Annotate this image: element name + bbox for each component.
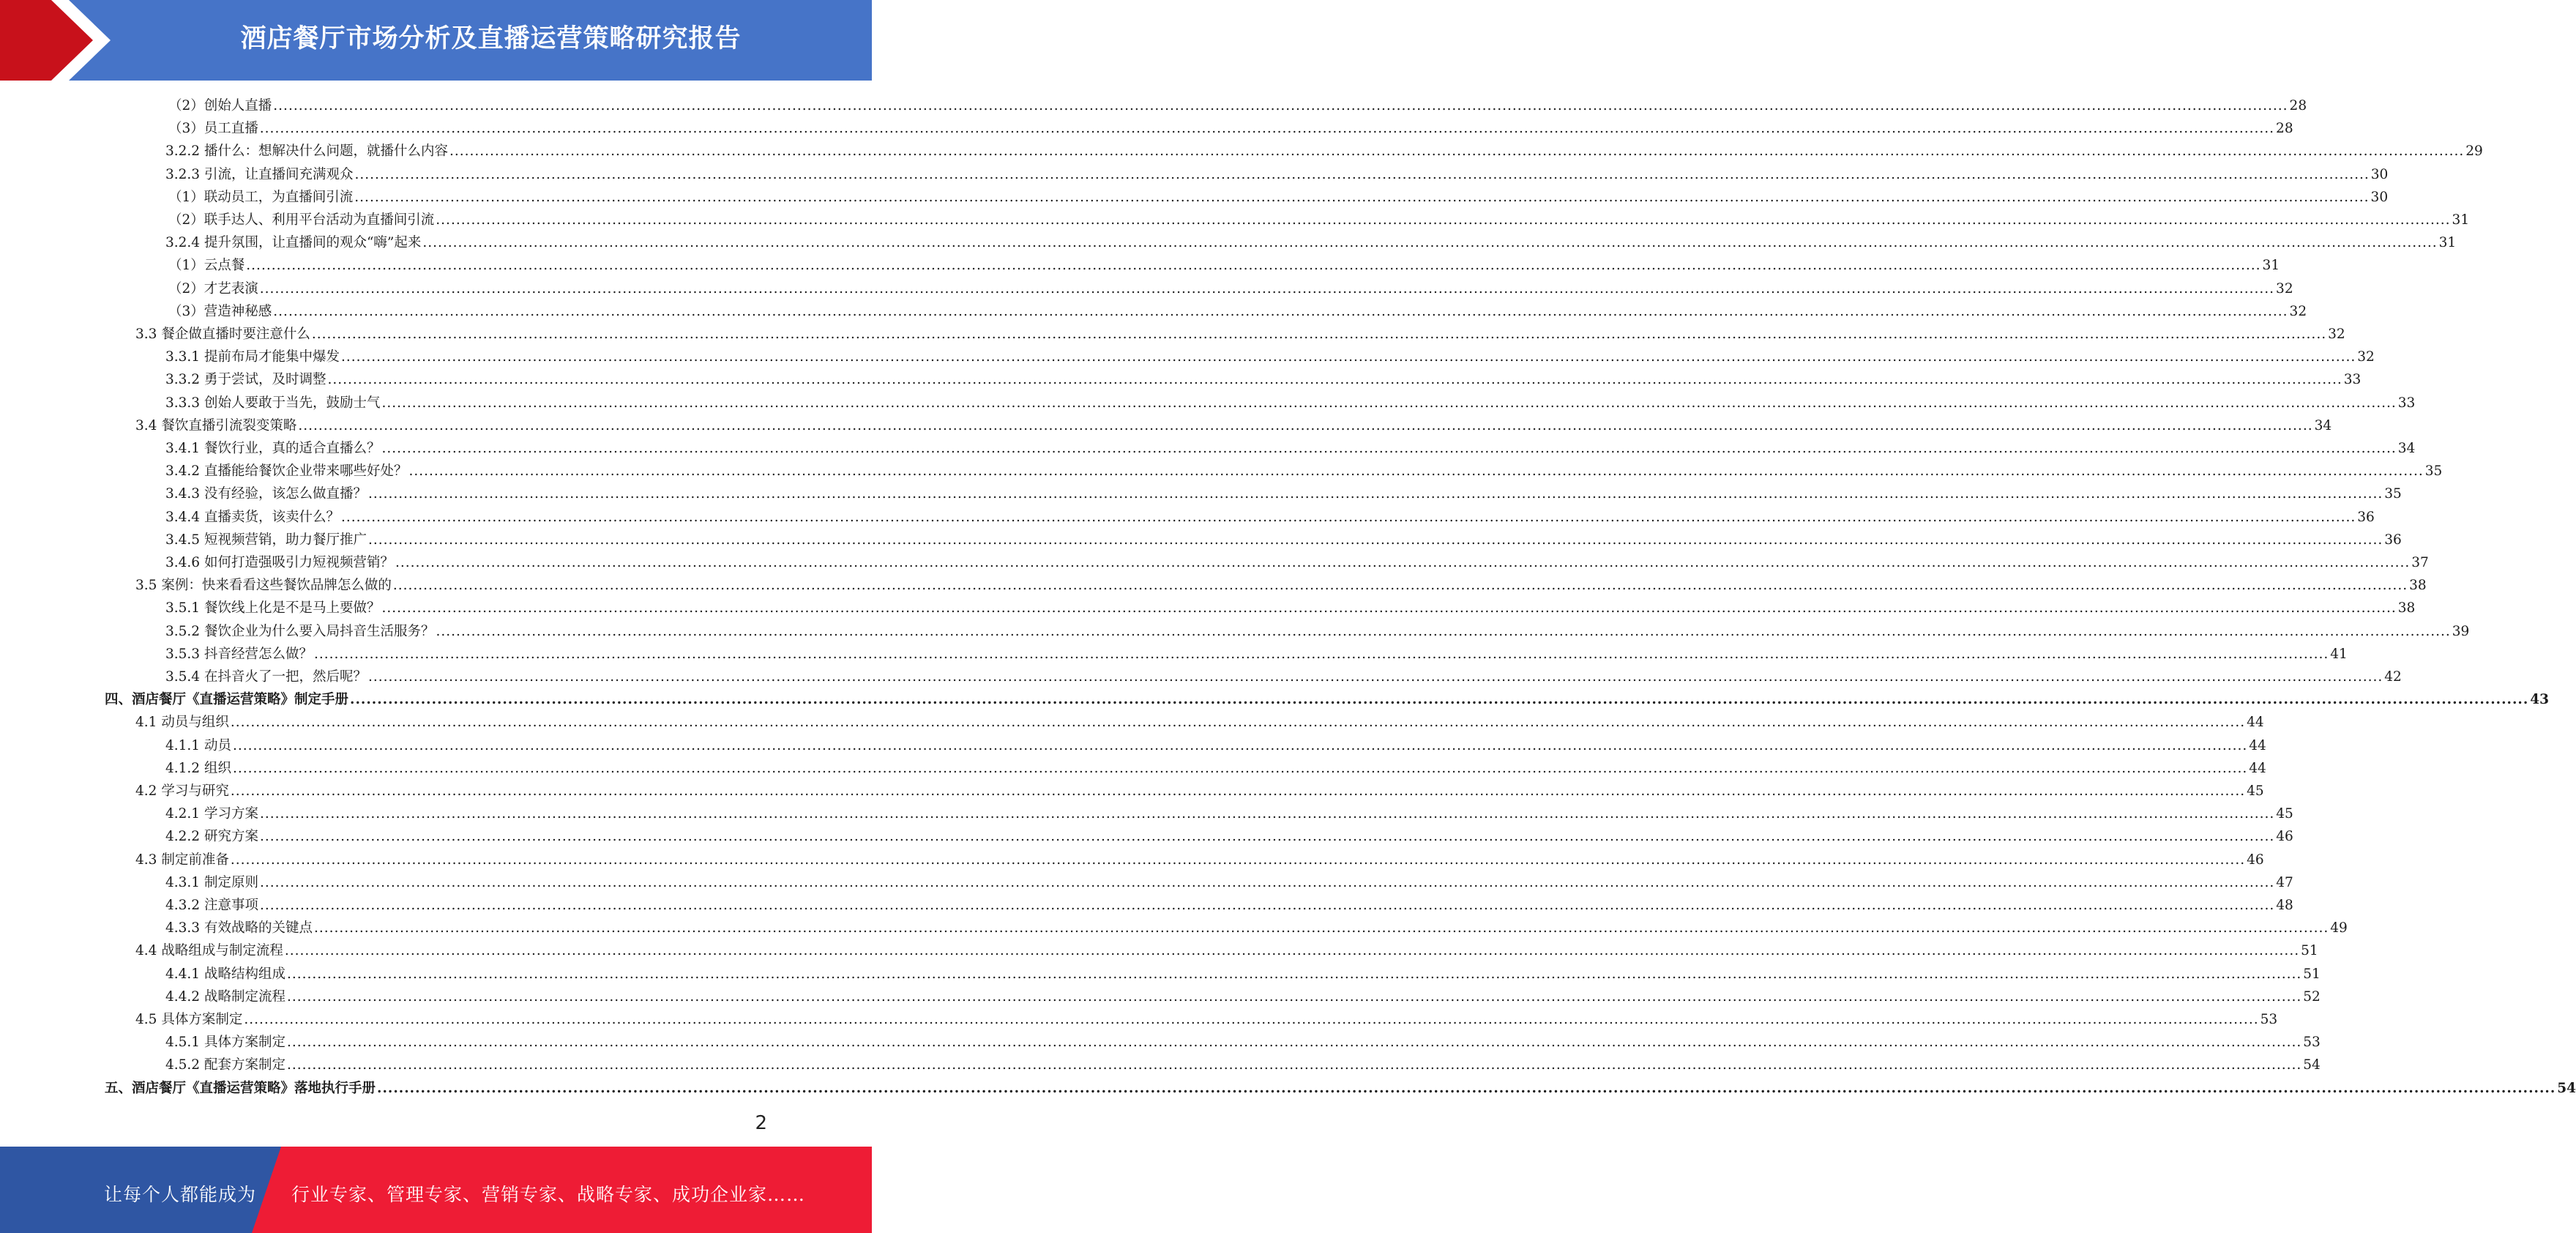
toc-entry[interactable] — [168, 252, 2280, 275]
toc-entry-page: 38 — [2409, 578, 2427, 594]
toc-entry-title: 餐饮线上化是不是马上要做？ — [204, 600, 381, 616]
toc-leader-dots: ................................................................................................................................................................................................................................................................................................................................................................................................................ — [273, 303, 2288, 319]
toc-entry[interactable] — [135, 846, 2264, 869]
toc-entry[interactable] — [168, 92, 2307, 115]
toc-entry-title: 短视频营销，助力餐厅推广 — [204, 532, 367, 548]
toc-entry[interactable] — [165, 869, 2293, 892]
toc-entry-number: 4.4.2 — [165, 988, 201, 1005]
toc-entry-number: （3） — [168, 121, 204, 137]
toc-leader-dots: ................................................................................................................................................................................................................................................................................................................................................................................................................ — [259, 806, 2275, 822]
toc-entry[interactable] — [165, 504, 2375, 526]
toc-entry-number: 3.3.1 — [165, 349, 201, 365]
toc-entry-number: 3.2.2 — [165, 144, 201, 160]
toc-entry-page: 54 — [2557, 1080, 2576, 1096]
toc-entry-title: 餐饮行业，真的适合直播么？ — [204, 441, 381, 456]
toc-entry-number: 3.5.3 — [165, 646, 201, 662]
toc-entry-title: 联动员工，为直播间引流 — [204, 189, 354, 205]
toc-leader-dots: ................................................................................................................................................................................................................................................................................................................................................................................................................ — [422, 235, 2438, 251]
toc-entry-page: 52 — [2303, 988, 2321, 1005]
toc-entry-number: 4.1.1 — [165, 737, 201, 753]
toc-entry-title: 播什么：想解决什么问题，就播什么内容 — [204, 144, 448, 160]
toc-entry-number: 3.5.1 — [165, 600, 201, 616]
toc-entry-title: 直播卖货，该卖什么？ — [204, 509, 340, 525]
toc-entry-page: 44 — [2249, 737, 2266, 753]
toc-entry-number: 4.3.3 — [165, 920, 201, 936]
toc-entry-page: 54 — [2303, 1057, 2321, 1073]
toc-entry-page: 37 — [2411, 555, 2429, 570]
toc-entry-number: （2） — [168, 280, 204, 297]
toc-entry-number: 4.5 — [135, 1012, 157, 1027]
toc-entry[interactable] — [165, 366, 2362, 389]
toc-entry[interactable] — [165, 618, 2470, 641]
toc-entry-title: 制定前准备 — [161, 852, 229, 868]
toc-leader-dots: ................................................................................................................................................................................................................................................................................................................................................................................................................ — [436, 212, 2451, 228]
toc-entry[interactable] — [135, 321, 2345, 343]
toc-entry-number: 3.4 — [135, 417, 157, 433]
toc-entry-number: 4.4.1 — [165, 966, 201, 982]
toc-leader-dots: ................................................................................................................................................................................................................................................................................................................................................................................................................ — [381, 395, 2397, 411]
toc-entry[interactable] — [165, 663, 2402, 686]
toc-entry-page: 42 — [2384, 669, 2402, 685]
toc-entry-page: 33 — [2343, 372, 2362, 388]
toc-leader-dots: ................................................................................................................................................................................................................................................................................................................................................................................................................ — [286, 966, 2302, 982]
toc-entry[interactable] — [165, 755, 2266, 778]
toc-entry-title: 直播能给餐饮企业带来哪些好处？ — [204, 463, 408, 480]
toc-entry-page: 36 — [2357, 509, 2375, 525]
toc-entry[interactable] — [135, 1006, 2278, 1029]
toc-entry-title: 引流，让直播间充满观众 — [204, 166, 354, 182]
toc-entry-title: 学习与研究 — [161, 783, 229, 799]
toc-entry-title: 创始人要敢于当先，鼓励士气 — [204, 395, 381, 411]
toc-entry-title: 抖音经营怎么做？ — [204, 646, 313, 662]
toc-entry-number: 3.3.3 — [165, 395, 201, 411]
toc-leader-dots: ................................................................................................................................................................................................................................................................................................................................................................................................................ — [273, 98, 2288, 113]
toc-entry[interactable] — [165, 435, 2416, 458]
toc-entry[interactable] — [165, 914, 2348, 937]
toc-entry-page: 31 — [2452, 212, 2470, 228]
toc-entry-title: 联手达人、利用平台活动为直播间引流 — [204, 212, 435, 228]
toc-leader-dots: ................................................................................................................................................................................................................................................................................................................................................................................................................ — [232, 737, 2248, 753]
toc-entry-title: 案例：快来看看这些餐饮品牌怎么做的 — [161, 578, 392, 594]
toc-entry[interactable] — [165, 458, 2443, 480]
toc-entry-title: 勇于尝试，及时调整 — [204, 372, 326, 388]
report-header — [0, 0, 872, 81]
toc-entry[interactable] — [165, 343, 2375, 366]
toc-leader-dots: ................................................................................................................................................................................................................................................................................................................................................................................................................ — [230, 852, 2246, 868]
toc-entry-page: 36 — [2384, 532, 2402, 548]
toc-leader-dots: ................................................................................................................................................................................................................................................................................................................................................................................................................ — [259, 280, 2275, 297]
toc-entry-page: 30 — [2370, 189, 2389, 205]
toc-entry-number: 3.2.3 — [165, 166, 201, 182]
toc-entry-page: 35 — [2384, 486, 2402, 502]
toc-entry[interactable] — [165, 961, 2321, 983]
report-title: 酒店餐厅市场分析及直播运营策略研究报告 — [240, 24, 742, 53]
toc-entry-page: 49 — [2330, 920, 2348, 936]
toc-entry-page: 51 — [2303, 966, 2321, 982]
toc-leader-dots: ................................................................................................................................................................................................................................................................................................................................................................................................................ — [313, 920, 2329, 936]
toc-entry-title: 才艺表演 — [204, 280, 258, 297]
toc-entry[interactable] — [165, 641, 2348, 663]
toc-entry-number: 3.2.4 — [165, 235, 201, 251]
toc-entry-page: 34 — [2314, 417, 2332, 433]
toc-entry-number: 4.3 — [135, 852, 157, 868]
toc-entry-number: 4.5.2 — [165, 1057, 201, 1073]
toc-leader-dots: ................................................................................................................................................................................................................................................................................................................................................................................................................ — [395, 555, 2411, 570]
toc-leader-dots: ................................................................................................................................................................................................................................................................................................................................................................................................................ — [354, 166, 2370, 182]
toc-entry-page: 28 — [2289, 98, 2307, 113]
toc-entry-number: 4.2.1 — [165, 806, 201, 822]
toc-entry-number: 3.4.2 — [165, 463, 201, 480]
toc-leader-dots: ................................................................................................................................................................................................................................................................................................................................................................................................................ — [350, 692, 2529, 708]
toc-leader-dots: ................................................................................................................................................................................................................................................................................................................................................................................................................ — [313, 646, 2329, 662]
toc-entry-page: 29 — [2465, 144, 2483, 160]
toc-entry-title: 研究方案 — [204, 829, 258, 845]
toc-entry[interactable] — [165, 480, 2402, 503]
toc-leader-dots: ................................................................................................................................................................................................................................................................................................................................................................................................................ — [367, 532, 2383, 548]
toc-entry-number: 3.4.5 — [165, 532, 201, 548]
toc-entry[interactable] — [165, 229, 2457, 252]
toc-entry-page: 39 — [2452, 623, 2470, 639]
toc-leader-dots: ................................................................................................................................................................................................................................................................................................................................................................................................................ — [367, 486, 2383, 502]
toc-entry[interactable] — [135, 778, 2264, 800]
toc-leader-dots: ................................................................................................................................................................................................................................................................................................................................................................................................................ — [311, 327, 2327, 342]
toc-leader-dots: ................................................................................................................................................................................................................................................................................................................................................................................................................ — [286, 1035, 2302, 1051]
toc-entry-page: 44 — [2249, 760, 2266, 776]
toc-entry-number: 3.4.6 — [165, 555, 201, 570]
toc-entry[interactable] — [168, 298, 2307, 321]
toc-entry-title: 餐企做直播时要注意什么 — [161, 327, 310, 342]
toc-entry-number: 3.4.4 — [165, 509, 201, 525]
toc-entry-number: 3.5 — [135, 578, 157, 594]
toc-entry-page: 33 — [2397, 395, 2416, 411]
toc-entry-page: 31 — [2262, 258, 2280, 274]
toc-entry[interactable] — [168, 206, 2470, 229]
toc-entry[interactable] — [165, 1051, 2321, 1074]
toc-entry[interactable] — [105, 686, 2550, 709]
header-arrow-icon — [0, 0, 117, 81]
toc-entry-page: 32 — [2328, 327, 2345, 342]
toc-entry-title: 云点餐 — [204, 258, 245, 274]
toc-entry-number: （2） — [168, 212, 204, 228]
toc-entry-title: 创始人直播 — [204, 98, 272, 113]
toc-entry[interactable] — [135, 572, 2427, 595]
toc-entry[interactable] — [165, 138, 2483, 160]
toc-entry-title: 五、酒店餐厅《直播运营策略》落地执行手册 — [105, 1080, 376, 1096]
toc-entry-page: 43 — [2530, 692, 2550, 708]
toc-entry-number: 4.2.2 — [165, 829, 201, 845]
toc-leader-dots: ................................................................................................................................................................................................................................................................................................................................................................................................................ — [340, 349, 2356, 365]
toc-entry-number: 4.3.2 — [165, 898, 201, 913]
toc-entry[interactable] — [165, 526, 2402, 549]
toc-leader-dots: ................................................................................................................................................................................................................................................................................................................................................................................................................ — [246, 258, 2261, 274]
toc-entry-page: 48 — [2276, 898, 2293, 913]
toc-leader-dots: ................................................................................................................................................................................................................................................................................................................................................................................................................ — [286, 1057, 2302, 1073]
toc-leader-dots: ................................................................................................................................................................................................................................................................................................................................................................................................................ — [340, 509, 2356, 525]
toc-entry-page: 51 — [2301, 943, 2318, 959]
toc-entry-title: 餐饮企业为什么要入局抖音生活服务？ — [204, 623, 435, 639]
toc-leader-dots: ................................................................................................................................................................................................................................................................................................................................................................................................................ — [232, 760, 2248, 776]
toc-entry-page: 30 — [2370, 166, 2389, 182]
toc-entry-page: 34 — [2397, 441, 2416, 456]
toc-entry-title: 具体方案制定 — [161, 1012, 243, 1027]
toc-entry-page: 31 — [2438, 235, 2457, 251]
toc-leader-dots: ................................................................................................................................................................................................................................................................................................................................................................................................................ — [327, 372, 2342, 388]
toc-leader-dots: ................................................................................................................................................................................................................................................................................................................................................................................................................ — [392, 578, 2408, 594]
toc-entry-page: 53 — [2303, 1035, 2321, 1051]
toc-entry-number: （3） — [168, 303, 204, 319]
toc-entry-number: 3.5.4 — [165, 669, 201, 685]
toc-entry[interactable] — [165, 732, 2266, 755]
toc-entry-title: 动员与组织 — [161, 715, 229, 731]
toc-entry-page: 47 — [2276, 874, 2293, 890]
toc-entry-title: 具体方案制定 — [204, 1035, 285, 1051]
toc-entry-page: 45 — [2276, 806, 2293, 822]
toc-entry-title: 配套方案制定 — [204, 1057, 285, 1073]
toc-leader-dots: ................................................................................................................................................................................................................................................................................................................................................................................................................ — [284, 943, 2300, 959]
toc-entry-number: 3.4.1 — [165, 441, 201, 456]
toc-entry-page: 32 — [2276, 280, 2293, 297]
toc-entry[interactable] — [168, 115, 2293, 138]
toc-entry-page: 46 — [2247, 852, 2264, 868]
report-footer — [0, 1147, 872, 1233]
toc-leader-dots: ................................................................................................................................................................................................................................................................................................................................................................................................................ — [230, 715, 2246, 731]
toc-entry-title: 提前布局才能集中爆发 — [204, 349, 340, 365]
toc-entry-title: 学习方案 — [204, 806, 258, 822]
toc-entry-page: 44 — [2247, 715, 2264, 731]
toc-entry-title: 战略制定流程 — [204, 988, 285, 1005]
toc-entry[interactable] — [135, 709, 2264, 731]
toc-leader-dots: ................................................................................................................................................................................................................................................................................................................................................................................................................ — [381, 441, 2397, 456]
page-number: 2 — [755, 1112, 767, 1134]
toc-leader-dots: ................................................................................................................................................................................................................................................................................................................................................................................................................ — [408, 463, 2424, 480]
toc-entry[interactable] — [165, 390, 2416, 412]
toc-entry-title: 营造神秘感 — [204, 303, 272, 319]
toc-leader-dots: ................................................................................................................................................................................................................................................................................................................................................................................................................ — [244, 1012, 2259, 1027]
toc-entry-number: 4.3.1 — [165, 874, 201, 890]
toc-leader-dots: ................................................................................................................................................................................................................................................................................................................................................................................................................ — [298, 417, 2313, 433]
toc-entry-number: 4.4 — [135, 943, 157, 959]
toc-entry-number: 3.4.3 — [165, 486, 201, 502]
toc-entry-page: 32 — [2289, 303, 2307, 319]
toc-entry-title: 组织 — [204, 760, 231, 776]
toc-entry-number: 3.3 — [135, 327, 157, 342]
toc-entry[interactable] — [165, 549, 2429, 572]
toc-entry-number: 3.5.2 — [165, 623, 201, 639]
toc-entry[interactable] — [165, 800, 2293, 823]
toc-leader-dots: ................................................................................................................................................................................................................................................................................................................................................................................................................ — [377, 1080, 2556, 1096]
toc-entry[interactable] — [168, 184, 2389, 206]
toc-leader-dots: ................................................................................................................................................................................................................................................................................................................................................................................................................ — [286, 988, 2302, 1005]
toc-entry[interactable] — [165, 892, 2293, 914]
footer-slogan-right: 行业专家、管理专家、营销专家、战略专家、成功企业家…… — [291, 1184, 806, 1205]
toc-entry-page: 35 — [2424, 463, 2443, 480]
toc-entry-page: 45 — [2247, 783, 2264, 799]
toc-entry-title: 在抖音火了一把，然后呢？ — [204, 669, 367, 685]
toc-entry[interactable] — [165, 161, 2389, 184]
toc-entry[interactable] — [105, 1075, 2576, 1098]
toc-entry-page: 46 — [2276, 829, 2293, 845]
toc-leader-dots: ................................................................................................................................................................................................................................................................................................................................................................................................................ — [259, 898, 2275, 913]
toc-entry-title: 战略结构组成 — [204, 966, 285, 982]
toc-entry-title: 注意事项 — [204, 898, 258, 913]
toc-entry-page: 53 — [2260, 1012, 2278, 1027]
toc-entry-title: 员工直播 — [204, 121, 258, 137]
toc-entry-title: 制定原则 — [204, 874, 258, 890]
toc-entry-page: 38 — [2397, 600, 2416, 616]
toc-entry-number: （2） — [168, 98, 204, 113]
toc-entry-page: 32 — [2357, 349, 2375, 365]
toc-entry[interactable] — [135, 412, 2332, 435]
toc-entry-page: 28 — [2276, 121, 2293, 137]
toc-entry[interactable] — [135, 937, 2318, 960]
toc-leader-dots: ................................................................................................................................................................................................................................................................................................................................................................................................................ — [436, 623, 2451, 639]
toc-leader-dots: ................................................................................................................................................................................................................................................................................................................................................................................................................ — [381, 600, 2397, 616]
toc-entry-title: 有效战略的关键点 — [204, 920, 313, 936]
toc-entry-number: 3.3.2 — [165, 372, 201, 388]
toc-entry[interactable] — [165, 1029, 2321, 1051]
toc-entry[interactable] — [165, 983, 2321, 1006]
toc-leader-dots: ................................................................................................................................................................................................................................................................................................................................................................................................................ — [230, 783, 2246, 799]
toc-entry-title: 没有经验，该怎么做直播？ — [204, 486, 367, 502]
toc-leader-dots: ................................................................................................................................................................................................................................................................................................................................................................................................................ — [259, 874, 2275, 890]
toc-entry-number: （1） — [168, 258, 204, 274]
toc-leader-dots: ................................................................................................................................................................................................................................................................................................................................................................................................................ — [367, 669, 2383, 685]
toc-entry-page: 41 — [2330, 646, 2348, 662]
toc-entry-title: 动员 — [204, 737, 231, 753]
toc-entry-number: 4.1 — [135, 715, 157, 731]
toc-entry-title: 餐饮直播引流裂变策略 — [161, 417, 297, 433]
toc-entry-title: 战略组成与制定流程 — [161, 943, 283, 959]
toc-entry-number: 4.5.1 — [165, 1035, 201, 1051]
toc-entry[interactable] — [165, 595, 2416, 617]
toc-leader-dots: ................................................................................................................................................................................................................................................................................................................................................................................................................ — [354, 189, 2370, 205]
toc-leader-dots: ................................................................................................................................................................................................................................................................................................................................................................................................................ — [259, 121, 2275, 137]
toc-entry-number: 4.2 — [135, 783, 157, 799]
toc-entry-title: 四、酒店餐厅《直播运营策略》制定手册 — [105, 692, 349, 708]
toc-entry[interactable] — [168, 275, 2293, 298]
toc-entry-title: 如何打造强吸引力短视频营销？ — [204, 555, 394, 570]
toc-entry-number: （1） — [168, 189, 204, 205]
toc-entry[interactable] — [165, 823, 2293, 846]
toc-entry-title: 提升氛围，让直播间的观众“嗨”起来 — [204, 235, 422, 251]
footer-slogan-left: 让每个人都能成为 — [104, 1184, 257, 1205]
toc-leader-dots: ................................................................................................................................................................................................................................................................................................................................................................................................................ — [449, 144, 2465, 160]
toc-entry-number: 4.1.2 — [165, 760, 201, 776]
toc-leader-dots: ................................................................................................................................................................................................................................................................................................................................................................................................................ — [259, 829, 2275, 845]
